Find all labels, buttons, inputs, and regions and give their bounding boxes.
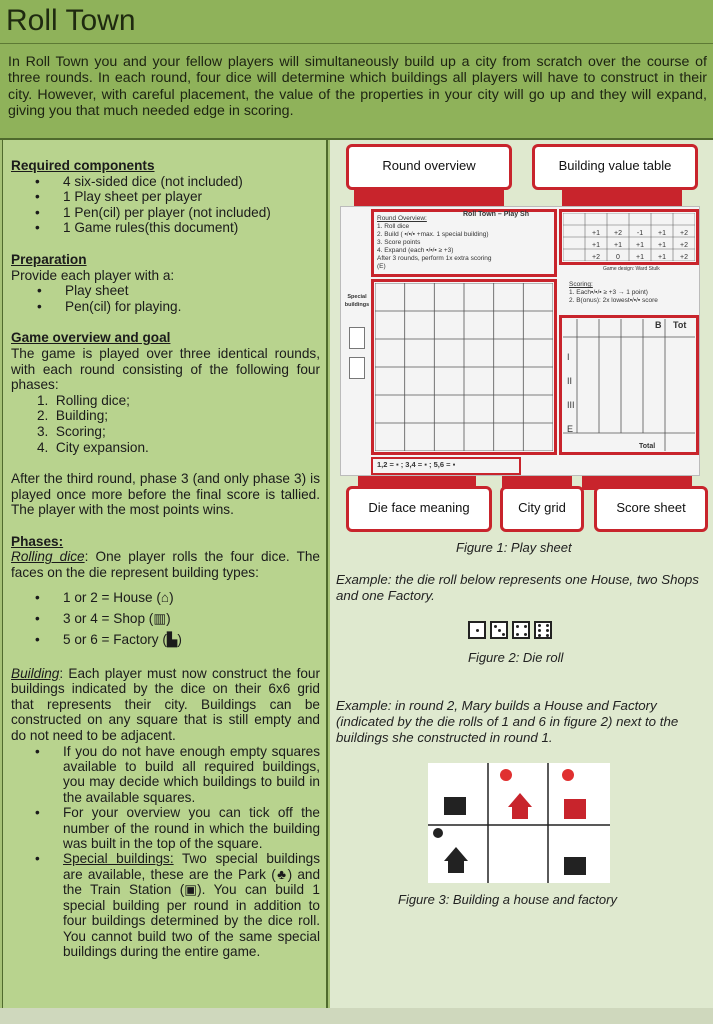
die-meaning-text: 1,2 = ▪ ; 3,4 = ▪ ; 5,6 = ▪ [377, 460, 456, 469]
phases-heading: Phases: [11, 533, 64, 549]
shop-icon: ▥ [153, 610, 167, 626]
design-credit: Game design: Ward Stulk [603, 266, 660, 272]
sheet-title: Roll Town – Play Sh [463, 211, 529, 218]
callout-score-sheet: Score sheet [594, 486, 708, 532]
building-value-table [563, 213, 695, 261]
preparation-text: Provide each player with a: [11, 267, 175, 283]
special-buildings-label: Special buildings: [63, 851, 174, 867]
die-three-icon [490, 621, 508, 639]
building-text: : Each player must now construct the four buildings indicated by the dice on their 6x6 grid that represents their city. Buildings can be constructed on any square that is still empty and do not need to be adjacent. [11, 665, 320, 744]
play-sheet-image [340, 206, 700, 476]
list-item: 4. City expansion. [37, 439, 149, 455]
rolling-dice-label: Rolling dice [11, 549, 85, 565]
callout-city-grid: City grid [500, 486, 584, 532]
list-item [11, 851, 320, 959]
overview-after-text: After the third round, phase 3 (and only phase 3) is played once more before the final score is tallied. The player with the most points wins. [11, 471, 320, 518]
preparation-heading: Preparation [11, 251, 87, 267]
total-label: Total [639, 443, 656, 450]
figure3-caption: Figure 3: Building a house and factory [398, 892, 617, 907]
score-header-total: Tot [673, 320, 687, 330]
page-bottom-edge [0, 1008, 713, 1024]
score-row-label: III [567, 400, 575, 410]
house-icon: ⌂ [160, 589, 170, 605]
list-item: • 1 Game rules(this document) [11, 220, 320, 236]
die-type-label: 3 or 4 = Shop ( [63, 610, 154, 626]
overview-heading: Game overview and goal [11, 330, 171, 346]
page-title: Roll Town [6, 4, 136, 37]
list-item: • If you do not have enough empty squares available to build all required buildings, you may decide which buildings to build in the available squares. [11, 744, 320, 806]
list-item: • 5 or 6 = Factory (▙) [11, 629, 320, 650]
die-six-icon [534, 621, 552, 639]
list-item: • Pen(cil) for playing. [11, 299, 320, 315]
example-building: Example: in round 2, Mary builds a House and Factory (indicated by the die rolls of 1 and 6 in figure 2) next to the buildings she constructed in round 1. [336, 698, 679, 745]
svg-text:0: 0 [616, 254, 620, 261]
list-item: 2. Building; [37, 408, 109, 424]
die-type-label: 1 or 2 = House ( [63, 589, 161, 605]
figure2-caption: Figure 2: Die roll [468, 650, 564, 665]
svg-text:+1: +1 [658, 254, 666, 261]
svg-text:+1: +1 [636, 242, 644, 249]
figures-column [330, 140, 713, 1010]
list-item: • 3 or 4 = Shop (▥) [11, 608, 320, 629]
phase-list [11, 393, 320, 455]
list-item: 1. Rolling dice; [37, 392, 130, 408]
special-text: ) and the Train Station ( [63, 866, 320, 898]
svg-text:+1: +1 [614, 242, 622, 249]
preparation-list [11, 283, 320, 314]
rules-text-column [2, 140, 328, 1010]
die-four-icon [512, 621, 530, 639]
list-item: • Play sheet [11, 283, 320, 299]
svg-text:+2: +2 [614, 230, 622, 237]
building-paragraph [11, 666, 320, 744]
list-item: • 1 Play sheet per player [11, 189, 320, 205]
list-item: • 1 Pen(cil) per player (not included) [11, 205, 320, 221]
rolling-dice-text: : One player rolls the four dice. The faces on the die represent building types: [11, 549, 320, 581]
score-sheet [563, 319, 695, 451]
die-type-list [11, 587, 320, 650]
die-type-label: 5 or 6 = Factory ( [63, 631, 167, 647]
svg-text:+1: +1 [592, 230, 600, 237]
building-example-grid [428, 763, 610, 883]
svg-text:+2: +2 [680, 242, 688, 249]
svg-text:+1: +1 [592, 242, 600, 249]
list-item: • 1 or 2 = House (⌂) [11, 587, 320, 608]
svg-text:+2: +2 [592, 254, 600, 261]
title-bar [0, 0, 713, 44]
score-header-bonus: B [655, 320, 662, 330]
svg-text:+1: +1 [636, 254, 644, 261]
round-overview-text: Round Overview: 1. Roll dice 2. Build ( ▪/▪/▪ +max. 1 special building) 3. Score points 4. Expand (each ▪/▪/▪ ≥ +3) After 3 rounds, perform 1x extra scoring (E) [377, 215, 492, 270]
train-special-cell [349, 357, 365, 379]
city-grid [375, 283, 553, 451]
list-item: • For your overview you can tick off the number of the round in which the building was built in the top of the square. [11, 805, 320, 851]
score-row-label: E [567, 424, 574, 434]
park-icon: ♣ [275, 866, 288, 882]
callout-die-face-meaning: Die face meaning [346, 486, 492, 532]
park-special-cell [349, 327, 365, 349]
train-station-icon: ▣ [184, 882, 198, 898]
overview-text: The game is played over three identical rounds, with each round consisting of the following four phases: [11, 345, 320, 393]
required-heading: Required components [11, 158, 155, 173]
scoring-text: Scoring: 1. Each▪/▪/▪ ≥ +3 → 1 point) 2. B(onus): 2x lowest▪/▪/▪ score [569, 281, 658, 304]
factory-icon: ▙ [166, 631, 178, 647]
rolling-dice-paragraph [11, 549, 320, 580]
special-text: ). You can build 1 special building per round in addition to four buildings determined by the dice roll. You cannot build two of the same special buildings during the entire game. [63, 882, 320, 959]
intro-paragraph: In Roll Town you and your fellow players will simultaneously build up a city from scratch over the course of three rounds. In each round, four dice will determine which buildings all players will have to construct in their city. However, with careful placement, the value of the properties in your city will go up and they will expand, giving you that much needed edge in scoring. [0, 44, 713, 140]
die-roll-figure [468, 621, 552, 639]
svg-text:+1: +1 [658, 242, 666, 249]
list-item: • 4 six-sided dice (not included) [11, 174, 320, 190]
example-die-roll: Example: the die roll below represents one House, two Shops and one Factory. [336, 572, 699, 603]
required-list [11, 174, 320, 236]
special-buildings-label: Special buildings [344, 294, 370, 308]
svg-text:+2: +2 [680, 254, 688, 261]
building-rules-list [11, 744, 320, 960]
building-example-figure [428, 763, 610, 883]
building-label: Building [11, 665, 60, 681]
figure1-caption: Figure 1: Play sheet [456, 540, 572, 555]
special-text: Two special buildings are available, these are the Park ( [63, 851, 320, 882]
svg-text:+1: +1 [658, 230, 666, 237]
svg-text:-1: -1 [636, 230, 644, 237]
svg-text:+2: +2 [680, 230, 688, 237]
list-item: 3. Scoring; [37, 423, 106, 439]
score-row-label: II [567, 376, 573, 386]
callout-round-overview: Round overview [346, 144, 512, 190]
die-one-icon [468, 621, 486, 639]
callout-building-value-table: Building value table [532, 144, 698, 190]
score-row-label: I [567, 352, 570, 362]
